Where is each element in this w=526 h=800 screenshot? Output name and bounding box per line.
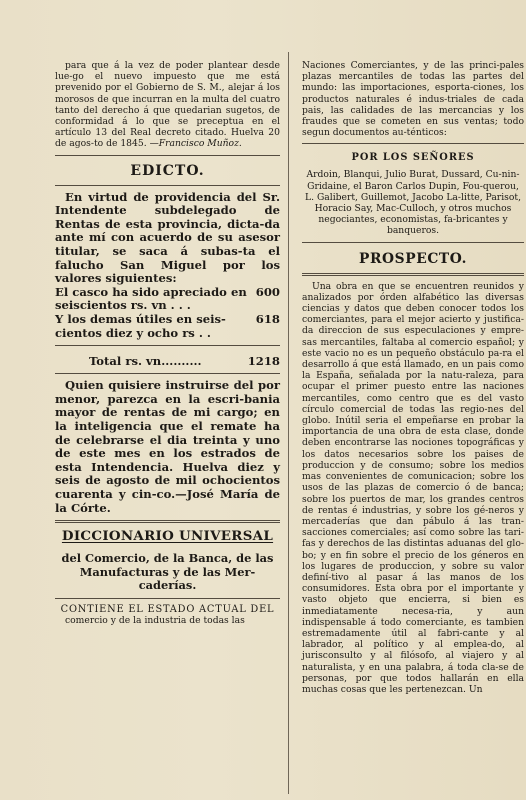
item-amount: 618 xyxy=(255,311,280,326)
total-row xyxy=(55,354,280,368)
prospecto-body: Una obra en que se encuentren reunidos y analizados por órden alfabético las diversas ciencias y datos que deben conocer todos los comerciantes, para el mejor acierto y justifica-da direccion de sus especulaciones y empre-sas mercantiles, faltaba al comercio español; y este vacio no es un pequeño obstáculo pa-ra el desarrollo á que está llamado, en un pais como la España, señalada por la natu-raleza, para ocupar el primer puesto entre las naciones mercantiles, como centro que es del vasto círculo comercial de todas las regio-nes del globo. Inútil seria el empeñarse en probar la importancia de una obra de esta clase, donde deben encontrarse las nociones topográficas y los datos necesarios sobre los paises de produccion y de consumo; sobre los medios mas convenientes de comunicacion; sobre los usos de las plazas de comercio ó de banca; sobre los puertos de mar, los grandes centros de rentas é industrias, y sobre los gé-neros y mercaderías que dan pábulo á las tran-sacciones comerciales; así como sobre las tari-fas y derechos de las distintas aduanas del glo-bo; y en fin sobre el precio de los géneros en los lugares de produccion, y sobre su valor definí-tivo al pasar á las manos de los consumidores. Esta obra por el importante y vasto objeto que encierra, si bien es inmediatamente necesa-ria, y aun indispensable á todo comerciante, es tambien estremadamente útil al fabri-cante y al labrador, al político y al emplea-do, al jurisconsulto y al filósofo, al viajero y al naturalista, y en una palabra, á toda cla-se de personas, por que todos hallarán en ella muchas cosas que les pertenezcan. Un xyxy=(302,280,524,695)
divider xyxy=(55,345,280,346)
item-row xyxy=(55,286,280,313)
diccionario-heading: DICCIONARIO UNIVERSAL xyxy=(61,528,274,545)
divider xyxy=(55,373,280,374)
divider xyxy=(55,185,280,186)
edicto-closing: Quien quisiere instruirse del por menor, parezca en la escri-bania mayor de rentas de mi cargo; en la inteligencia que el remate ha de celebrarse el dia treinta y uno de este mes en los estrados de esta Intendencia. Huelva diez y seis de agosto de mil ochocientos cuarenta y cin-co.—José María de la Córte. xyxy=(55,378,280,515)
divider xyxy=(55,155,280,156)
right-column xyxy=(302,60,524,695)
column-rule xyxy=(288,52,289,794)
divider xyxy=(302,143,524,144)
senores-heading: POR LOS SEÑORES xyxy=(351,152,475,164)
divider xyxy=(302,242,524,243)
divider xyxy=(55,598,280,599)
edicto-paragraph: En virtud de providencia del Sr. Intendente subdelegado de Rentas de esta provincia, dicta-da ante mí con acuerdo de su asesor titular, se saca á subas-ta el falucho San Miguel por los valores siguientes: xyxy=(55,189,280,286)
double-divider xyxy=(302,273,524,276)
item-label: Y los demas útiles en seis-cientos diez y ocho rs . . xyxy=(55,311,226,340)
intro-signature: —Francisco Muñoz. xyxy=(149,138,242,150)
intro-paragraph: para que á la vez de poder plantear desde lue-go el nuevo impuesto que me está prevenido por el Gobierno de S. M., alejar á los morosos de que incurran en la multa del cuatro tanto del derecho á que quedarian sugetos, de conformidad á lo que se preceptua en el artículo 13 del Real decreto citado. Huelva 20 de agos-to de 1845. —Francisco Muñoz. xyxy=(55,60,280,150)
contiene-continuation: comercio y de la industria de todas las xyxy=(65,615,245,627)
contiene-line: CONTIENE EL ESTADO ACTUAL DEL xyxy=(60,604,275,616)
prospecto-heading: PROSPECTO. xyxy=(359,250,467,267)
total-amount: 1218 xyxy=(247,354,280,369)
item-row xyxy=(55,313,280,340)
left-column xyxy=(55,60,280,627)
double-divider xyxy=(55,520,280,523)
top-paragraph: Naciones Comerciantes, y de las princi-pales plazas mercantiles de todas las partes del mundo: las importaciones, esporta-ciones, los productos naturales é indus-triales de cada pais, las calidades de las mercancias y los fraudes que se cometen en sus ventas; todo segun documentos au-ténticos: xyxy=(302,60,524,139)
total-label: Total rs. vn.......... xyxy=(89,354,202,369)
item-label: El casco ha sido apreciado en seiscientos rs. vn . . . xyxy=(55,284,247,313)
authors-list: Ardoin, Blanqui, Julio Burat, Dussard, Cu-nin-Gridaine, el Baron Carlos Dupin, Fou-querou, L. Galibert, Guillemot, Jacobo La-litte, Parisot, Horacio Say, Mac-Culloch, y otros muchos negociantes, economistas, fa-bricantes y banqueros. xyxy=(305,169,521,237)
item-amount: 600 xyxy=(255,284,280,299)
diccionario-subtitle: del Comercio, de la Banca, de las Manufacturas y de las Mer-caderías. xyxy=(61,551,274,592)
edicto-heading: EDICTO. xyxy=(130,162,205,179)
